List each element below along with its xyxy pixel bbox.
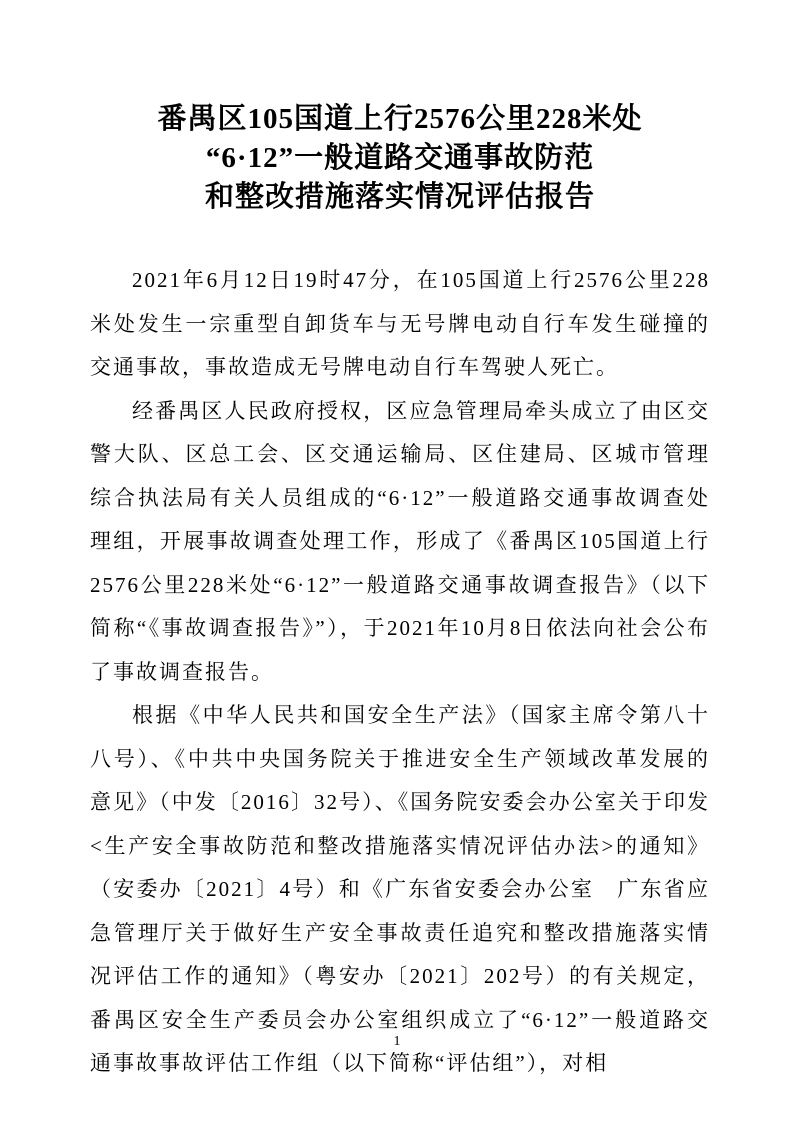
document-content bbox=[90, 100, 710, 1086]
paragraph-legal-basis: 根据《中华人民共和国安全生产法》（国家主席令第八十八号）、《中共中央国务院关于推进安全生产领域改革发展的意见》（中发〔2016〕32号）、《国务院安委会办公室关于印发<生产安全事故防范和整改措施落实情况评估办法>的通知》（安委办〔2021〕4号）和《广东省安委会办公室 广东省应急管理厅关于做好生产安全事故责任追究和整改措施落实情况评估工作的通知》（粤安办〔2021〕202号）的有关规定，番禺区安全生产委员会办公室组织成立了“6·12”一般道路交通事故事故评估工作组（以下简称“评估组”），对相 bbox=[90, 703, 710, 1075]
paragraph-accident-summary: 2021年6月12日19时47分，在105国道上行2576公里228米处发生一宗重型自卸货车与无号牌电动自行车发生碰撞的交通事故，事故造成无号牌电动自行车驾驶人死亡。 bbox=[90, 268, 710, 379]
page-number: 1 bbox=[393, 1034, 401, 1049]
title-line-2: “6·12”一般道路交通事故防范 bbox=[205, 142, 595, 174]
title-line-3: 和整改措施落实情况评估报告 bbox=[204, 181, 595, 213]
title-line-1: 番禺区105国道上行2576公里228米处 bbox=[157, 103, 643, 135]
paragraph-investigation-group: 经番禺区人民政府授权，区应急管理局牵头成立了由区交警大队、区总工会、区交通运输局、区住建局、区城市管理综合执法局有关人员组成的“6·12”一般道路交通事故调查处理组，开展事故调查处理工作，形成了《番禺区105国道上行2576公里228米处“6·12”一般道路交通事故调查报告》（以下简称“《事故调查报告》”），于2021年10月8日依法向社会公布了事故调查报告。 bbox=[90, 398, 710, 684]
document-title bbox=[90, 100, 710, 217]
document-body bbox=[90, 259, 710, 1086]
